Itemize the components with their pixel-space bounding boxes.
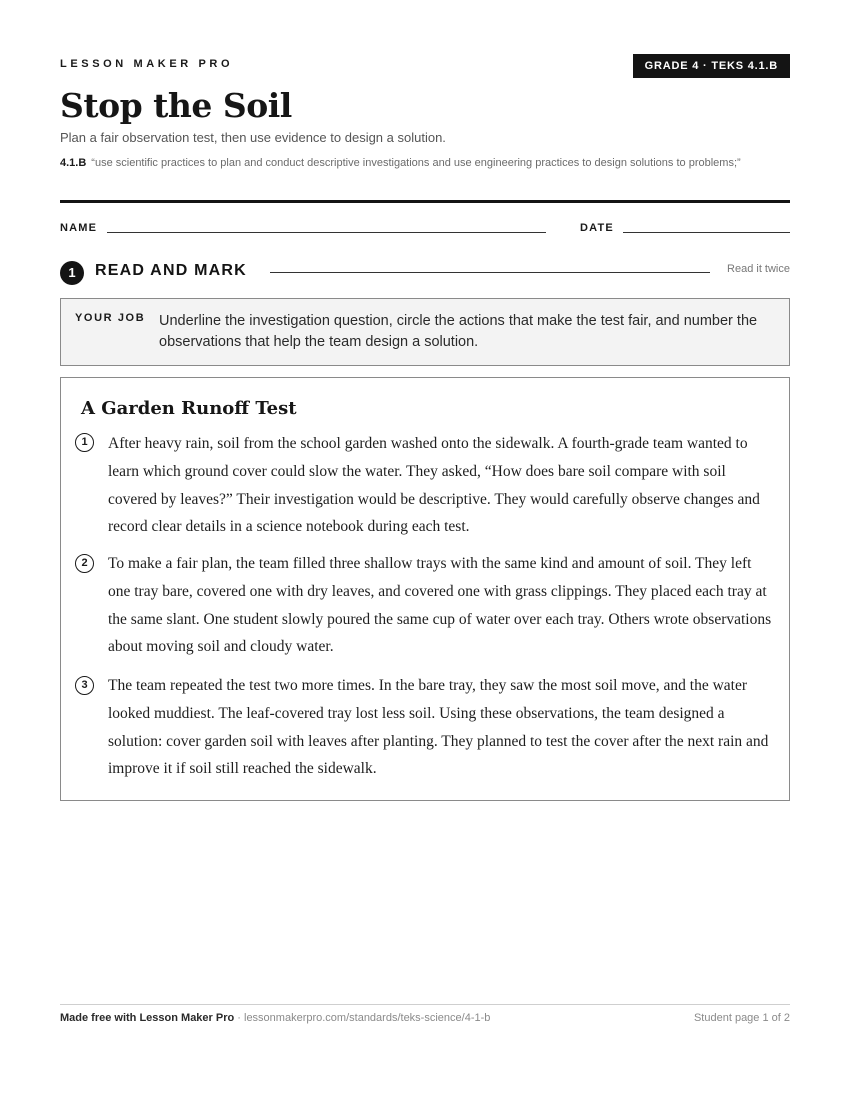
- passage-paragraph: The team repeated the test two more times. In the bare tray, they saw the most soil move, and the water looked muddiest. The leaf-covered tray lost less soil. Using these observations, the team designed a solution: cover garden soil with leaves after planting. They planned to test the cover after the next rain and improve it if soil still reached the sidewalk.: [108, 677, 769, 778]
- page-subtitle: Plan a fair observation test, then use evidence to design a solution.: [60, 130, 446, 145]
- footer-url[interactable]: · lessonmakerpro.com/standards/teks-science/4-1-b: [234, 1012, 491, 1024]
- standard-code: 4.1.B: [60, 157, 87, 169]
- date-field-line[interactable]: [623, 232, 790, 233]
- footer-made-with: Made free with Lesson Maker Pro: [60, 1012, 235, 1024]
- worksheet-page: [60, 0, 790, 1100]
- name-field-line[interactable]: [107, 232, 546, 233]
- passage-paragraph: After heavy rain, soil from the school garden washed onto the sidewalk. A fourth-grade team wanted to learn which ground cover could slow the water. They asked, “How does bare soil compare with soil covered by leaves?” Their investigation would be descriptive. They would carefully observe changes and record clear details in a science notebook during each test.: [108, 435, 760, 536]
- brand-name: LESSON MAKER PRO: [60, 58, 234, 70]
- name-label: NAME: [60, 222, 98, 234]
- grade-badge: GRADE 4 · TEKS 4.1.B: [633, 54, 790, 78]
- standard-statement: [60, 155, 790, 172]
- standard-text: “use scientific practices to plan and conduct descriptive investigations and use engineering practices to design solutions to problems;”: [91, 157, 741, 169]
- passage-paragraph: To make a fair plan, the team filled three shallow trays with the same kind and amount of soil. They left one tray bare, covered one with dry leaves, and covered one with grass clippings. They placed each tray at the same slant. One student slowly poured the same cup of water over each tray. Others wrote observations about moving soil and cloudy water.: [108, 555, 772, 656]
- section-title: READ AND MARK: [95, 262, 247, 279]
- reading-passage: [60, 377, 790, 801]
- section-divider: [270, 272, 710, 273]
- header-divider: [60, 200, 790, 203]
- passage-title: A Garden Runoff Test: [81, 398, 297, 419]
- paragraph-number-badge: 1: [75, 433, 94, 452]
- paragraph-number-badge: 2: [75, 554, 94, 573]
- footer-page-number: Student page 1 of 2: [693, 1012, 790, 1024]
- instructions-box: [60, 298, 790, 366]
- instructions-text: Underline the investigation question, circle the actions that make the test fair, and number the observations that help the team design a solution.: [159, 313, 758, 350]
- footer-credit: [60, 1012, 490, 1024]
- section-number-badge: 1: [60, 261, 84, 285]
- page-title: Stop the Soil: [60, 86, 292, 125]
- date-label: DATE: [580, 222, 614, 234]
- paragraph-number-badge: 3: [75, 676, 94, 695]
- footer-divider: [60, 1004, 790, 1005]
- instructions-label: YOUR JOB: [75, 312, 146, 324]
- section-note: Read it twice: [727, 263, 790, 275]
